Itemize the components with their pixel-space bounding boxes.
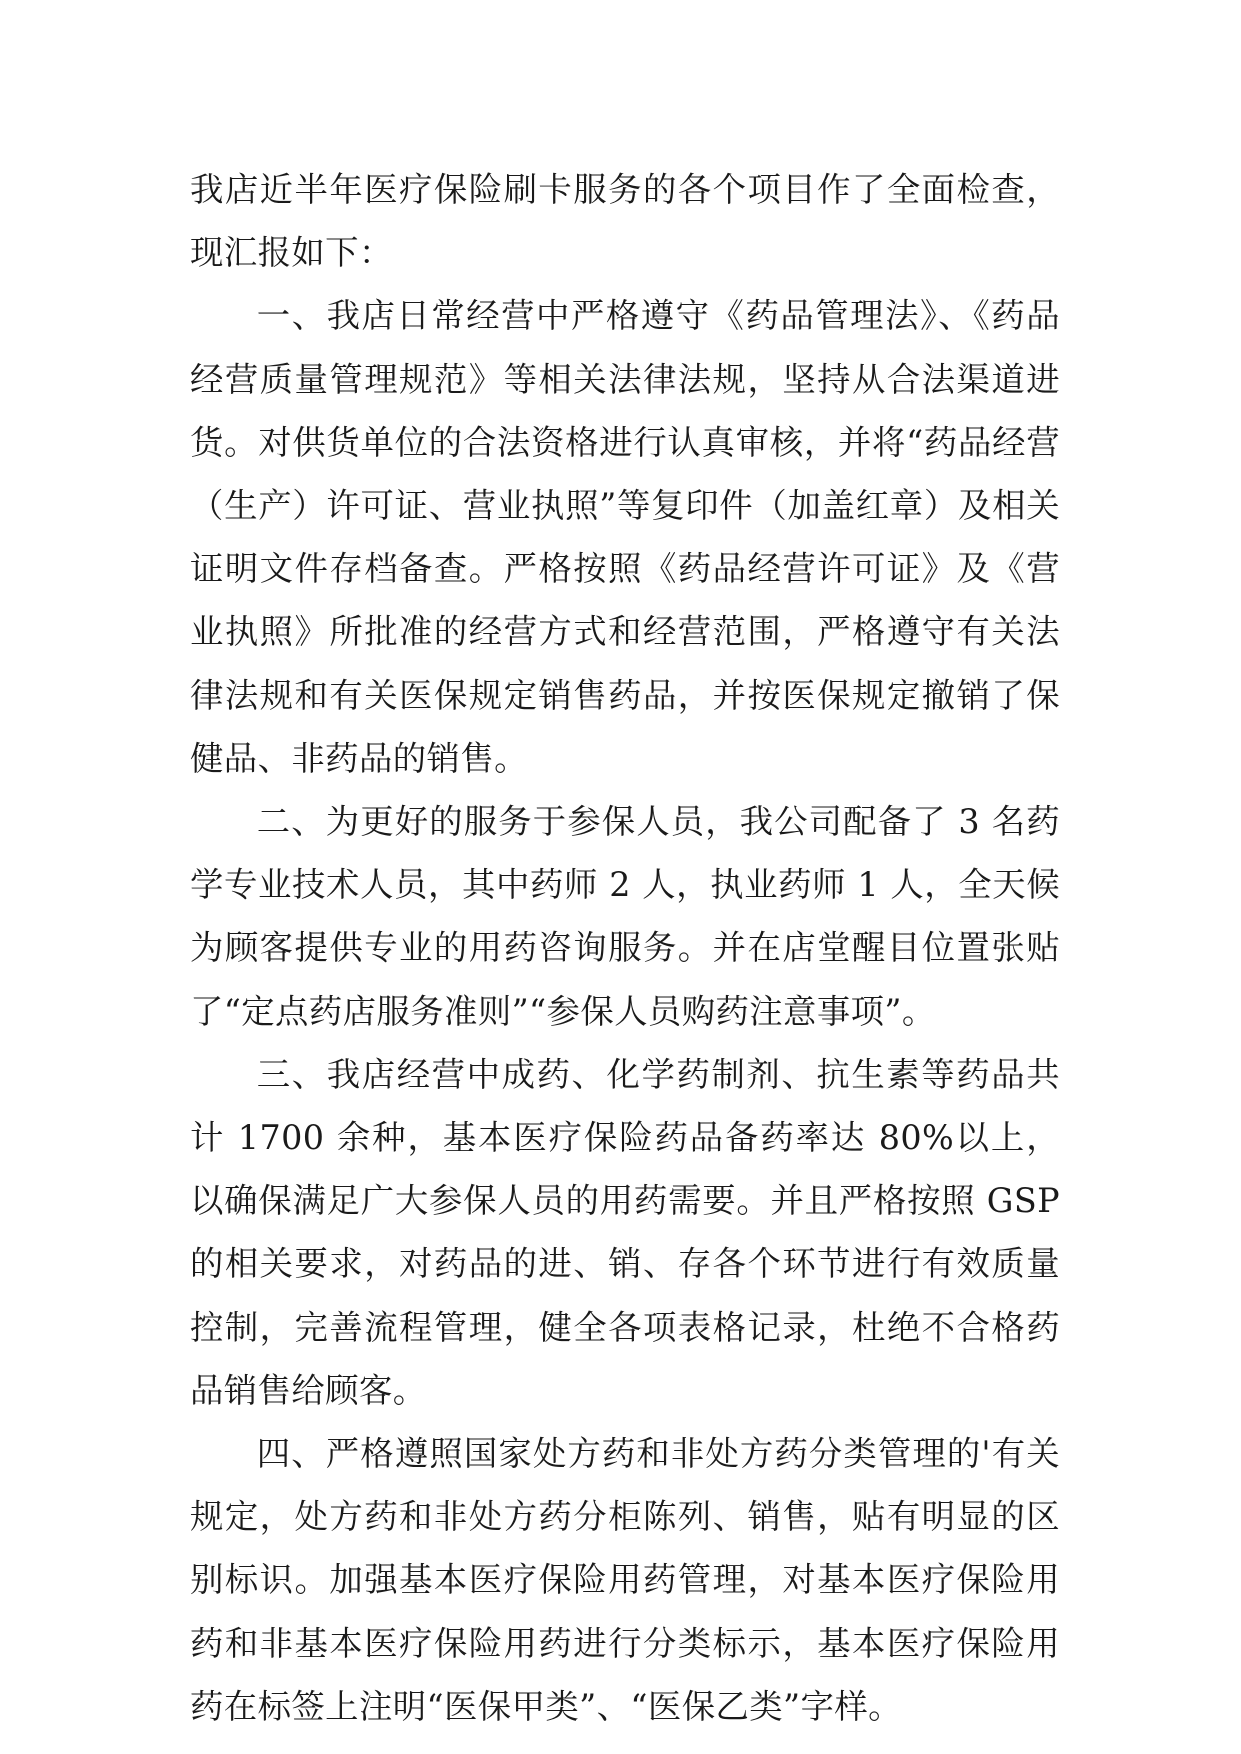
- document-body: [190, 158, 1060, 1738]
- paragraph-item-4: 四、严格遵照国家处方药和非处方药分类管理的'有关规定，处方药和非处方药分柜陈列、销售，贴有明显的区别标识。加强基本医疗保险用药管理，对基本医疗保险用药和非基本医疗保险用药进行分类标示，基本医疗保险用药在标签上注明“医保甲类”、“医保乙类”字样。: [190, 1434, 1060, 1726]
- paragraph-item-2: 二、为更好的服务于参保人员，我公司配备了 3 名药学专业技术人员，其中药师 2 人，执业药师 1 人，全天候为顾客提供专业的用药咨询服务。并在店堂醒目位置张贴了“定点药店服务准则”“参保人员购药注意事项”。: [190, 802, 1060, 1031]
- paragraph-intro: 我店近半年医疗保险刷卡服务的各个项目作了全面检查，现汇报如下：: [190, 170, 1060, 273]
- paragraph-item-3: 三、我店经营中成药、化学药制剂、抗生素等药品共计 1700 余种，基本医疗保险药品备药率达 80%以上，以确保满足广大参保人员的用药需要。并且严格按照 GSP 的相关要求，对药品的进、销、存各个环节进行有效质量控制，完善流程管理，健全各项表格记录，杜绝不合格药品销售给顾客。: [190, 1054, 1060, 1410]
- paragraph-item-1: 一、我店日常经营中严格遵守《药品管理法》、《药品经营质量管理规范》等相关法律法规，坚持从合法渠道进货。对供货单位的合法资格进行认真审核，并将“药品经营（生产）许可证、营业执照”等复印件（加盖红章）及相关证明文件存档备查。严格按照《药品经营许可证》及《营业执照》所批准的经营方式和经营范围，严格遵守有关法律法规和有关医保规定销售药品，并按医保规定撤销了保健品、非药品的销售。: [190, 296, 1060, 778]
